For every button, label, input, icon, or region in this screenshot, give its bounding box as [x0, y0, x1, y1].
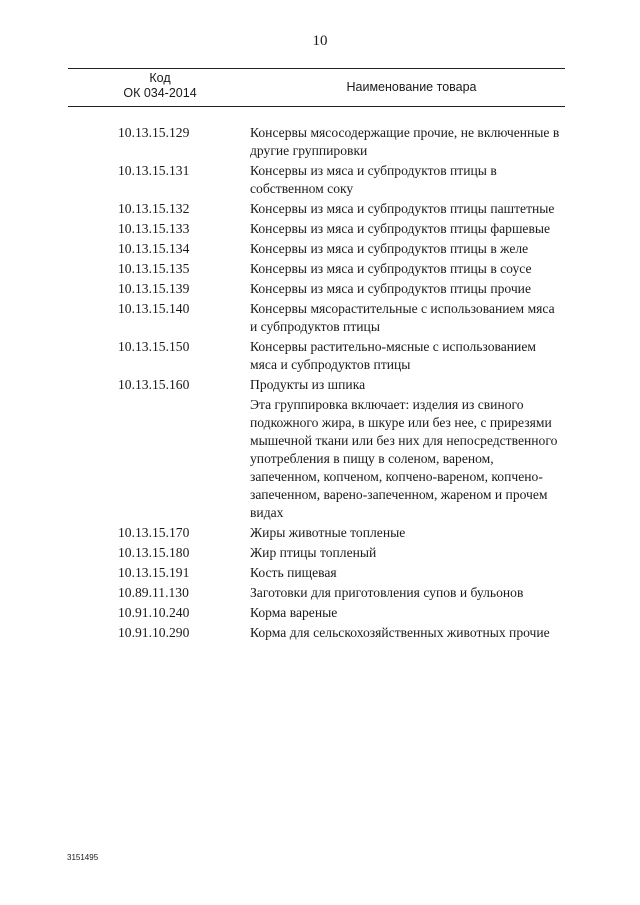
table-row-note	[0, 396, 640, 522]
table-row	[0, 584, 640, 602]
row-name: Продукты из шпика	[250, 377, 366, 392]
table-row	[0, 376, 640, 394]
row-code: 10.13.15.135	[118, 261, 190, 276]
table-row	[0, 124, 640, 160]
header-name: Наименование товара	[346, 80, 477, 94]
table-row	[0, 300, 640, 336]
row-code: 10.13.15.150	[118, 339, 190, 354]
row-name: Корма для сельскохозяйственных животных прочие	[250, 625, 550, 640]
row-code	[0, 396, 250, 522]
row-code: 10.13.15.132	[118, 201, 190, 216]
row-name: Корма вареные	[250, 605, 338, 620]
table-row	[0, 564, 640, 582]
row-code: 10.13.15.170	[118, 525, 190, 540]
row-name: Консервы мясосодержащие прочие, не включенные в другие группировки	[250, 125, 560, 158]
table-row	[0, 624, 640, 642]
row-code: 10.13.15.180	[118, 545, 190, 560]
row-code: 10.13.15.191	[118, 565, 190, 580]
row-code: 10.13.15.134	[118, 241, 190, 256]
row-name: Консервы из мяса и субпродуктов птицы в желе	[250, 241, 529, 256]
row-name: Заготовки для приготовления супов и бульонов	[250, 585, 524, 600]
row-code: 10.13.15.140	[118, 301, 190, 316]
row-name: Консервы мясорастительные с использованием мяса и субпродуктов птицы	[250, 301, 555, 334]
page-number: 10	[312, 33, 328, 49]
row-name: Консервы из мяса и субпродуктов птицы прочие	[250, 281, 531, 296]
table-row	[0, 162, 640, 198]
row-name: Кость пищевая	[250, 565, 337, 580]
row-code: 10.89.11.130	[118, 585, 189, 600]
header-code-line1: Код	[149, 71, 171, 85]
header-code	[68, 71, 252, 101]
table-row	[0, 544, 640, 562]
row-code: 10.91.10.290	[118, 625, 190, 640]
table-header	[68, 68, 565, 107]
row-name: Консервы из мяса и субпродуктов птицы паштетные	[250, 201, 555, 216]
row-name: Консервы растительно-мясные с использованием мяса и субпродуктов птицы	[250, 339, 536, 372]
table-row	[0, 240, 640, 258]
row-code: 10.91.10.240	[118, 605, 190, 620]
table-row	[0, 220, 640, 238]
table-row	[0, 200, 640, 218]
table-body	[0, 124, 640, 644]
row-name: Консервы из мяса и субпродуктов птицы в собственном соку	[250, 163, 497, 196]
row-name: Жиры животные топленые	[250, 525, 406, 540]
table-row	[0, 524, 640, 542]
table-row	[0, 604, 640, 622]
table-row	[0, 338, 640, 374]
header-code-line2: ОК 034-2014	[123, 86, 197, 100]
row-name: Консервы из мяса и субпродуктов птицы в соусе	[250, 261, 532, 276]
table-row	[0, 260, 640, 278]
row-note-text: Эта группировка включает: изделия из свиного подкожного жира, в шкуре или без нее, с прирезями мышечной ткани или без них для непосредственного употребления в пищу в соленом, вареном, запеченном, копченом, копчено-вареном, копчено-запеченном, варено-запеченном, жареном и прочем видах	[250, 397, 558, 520]
row-name: Консервы из мяса и субпродуктов птицы фаршевые	[250, 221, 551, 236]
row-name: Жир птицы топленый	[250, 545, 377, 560]
table-row	[0, 280, 640, 298]
document-id: 3151495	[67, 853, 99, 862]
row-code: 10.13.15.139	[118, 281, 190, 296]
row-code: 10.13.15.160	[118, 377, 190, 392]
row-code: 10.13.15.131	[118, 163, 190, 178]
row-code: 10.13.15.129	[118, 125, 190, 140]
row-code: 10.13.15.133	[118, 221, 190, 236]
